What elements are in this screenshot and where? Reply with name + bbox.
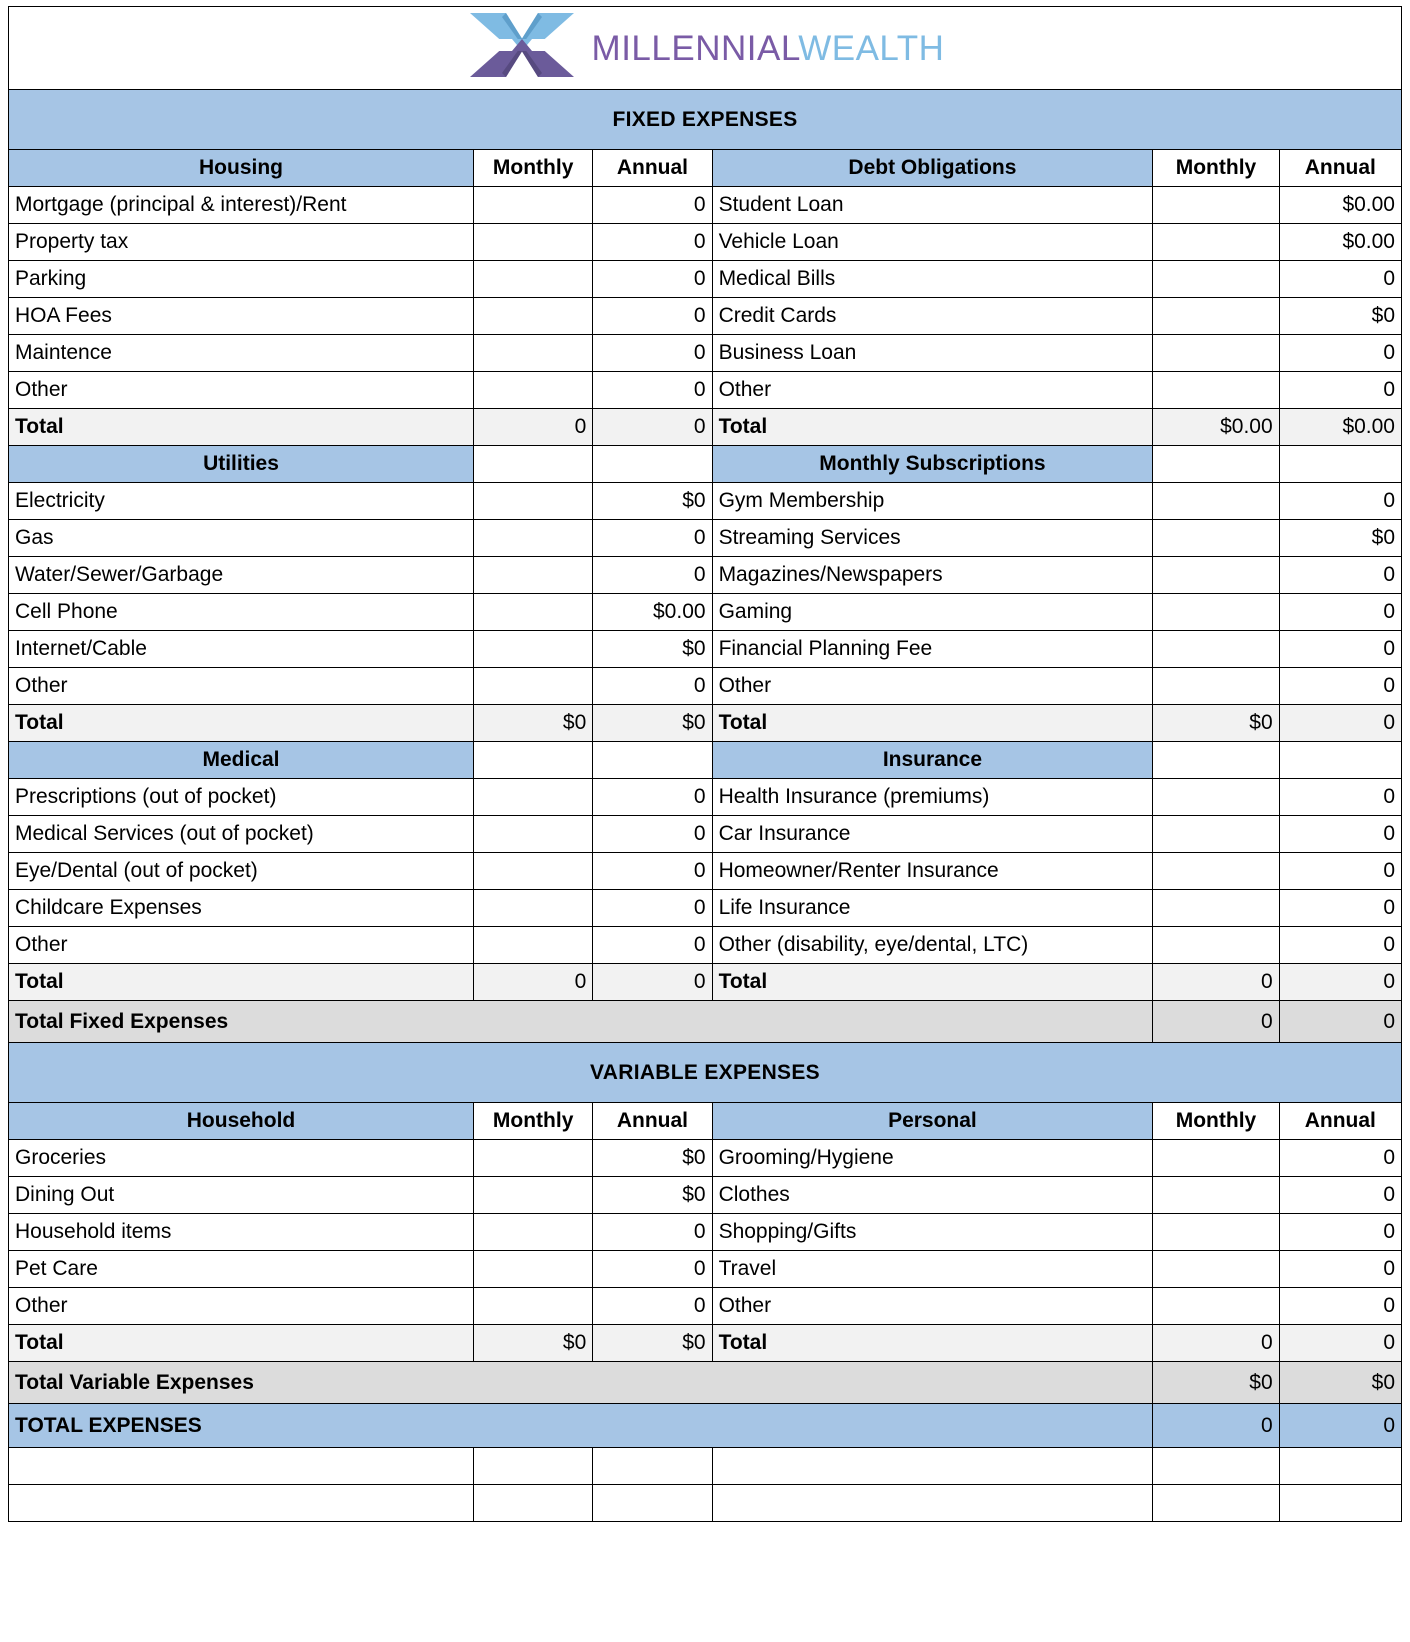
fixed-expenses-banner: FIXED EXPENSES (9, 90, 1402, 150)
row-monthly-value[interactable] (1153, 224, 1279, 261)
total-monthly-value: $0.00 (1153, 409, 1279, 446)
row-monthly-value[interactable] (1153, 668, 1279, 705)
row-annual-value[interactable]: 0 (1279, 483, 1401, 520)
row-annual-value[interactable]: $0 (593, 1177, 712, 1214)
total-variable-expenses-row (9, 1362, 1402, 1404)
table-row (9, 1177, 1402, 1214)
row-monthly-value[interactable] (1153, 298, 1279, 335)
row-label: Electricity (9, 483, 474, 520)
total-fixed-expenses-annual: 0 (1279, 1001, 1401, 1043)
blank-cell[interactable] (1279, 1448, 1401, 1485)
row-monthly-value[interactable] (1153, 372, 1279, 409)
total-row-medical-insurance (9, 964, 1402, 1001)
row-label: Cell Phone (9, 594, 474, 631)
spacer-cell (474, 446, 593, 483)
row-annual-value[interactable]: 0 (593, 668, 712, 705)
section-header-medical: Medical (9, 742, 474, 779)
variable-expenses-banner-row (9, 1043, 1402, 1103)
total-expenses-annual: 0 (1279, 1404, 1401, 1448)
row-label: Gas (9, 520, 474, 557)
row-monthly-value[interactable] (1153, 187, 1279, 224)
table-row (9, 224, 1402, 261)
total-row-housing-debt (9, 409, 1402, 446)
row-annual-value[interactable]: 0 (1279, 890, 1401, 927)
row-label: Gym Membership (712, 483, 1153, 520)
row-annual-value[interactable]: $0 (593, 631, 712, 668)
row-monthly-value[interactable] (1153, 1140, 1279, 1177)
row-monthly-value[interactable] (1153, 927, 1279, 964)
row-annual-value[interactable]: 0 (1279, 816, 1401, 853)
total-annual-value: 0 (593, 964, 712, 1001)
total-label: Total (712, 705, 1153, 742)
row-annual-value[interactable]: 0 (1279, 779, 1401, 816)
row-annual-value[interactable]: 0 (1279, 668, 1401, 705)
row-annual-value[interactable]: 0 (1279, 335, 1401, 372)
section-header-personal: Personal (712, 1103, 1153, 1140)
table-row (9, 594, 1402, 631)
row-label: Credit Cards (712, 298, 1153, 335)
section-header-debt: Debt Obligations (712, 150, 1153, 187)
total-variable-expenses-label: Total Variable Expenses (9, 1362, 1153, 1404)
row-label: Eye/Dental (out of pocket) (9, 853, 474, 890)
total-label: Total (712, 1325, 1153, 1362)
section-header-insurance: Insurance (712, 742, 1153, 779)
total-annual-value: 0 (1279, 705, 1401, 742)
row-label: Student Loan (712, 187, 1153, 224)
blank-row (9, 1485, 1402, 1522)
row-annual-value[interactable]: 0 (593, 261, 712, 298)
blank-cell[interactable] (712, 1448, 1153, 1485)
column-header-annual-left: Annual (593, 1103, 712, 1140)
blank-cell[interactable] (474, 1448, 593, 1485)
row-monthly-value[interactable] (1153, 816, 1279, 853)
spacer-cell (474, 742, 593, 779)
row-label: Magazines/Newspapers (712, 557, 1153, 594)
row-label: Streaming Services (712, 520, 1153, 557)
row-label: Other (disability, eye/dental, LTC) (712, 927, 1153, 964)
table-row (9, 483, 1402, 520)
row-monthly-value[interactable] (1153, 631, 1279, 668)
total-annual-value: $0 (593, 705, 712, 742)
brand-logo (9, 7, 1402, 90)
row-label: Travel (712, 1251, 1153, 1288)
row-annual-value[interactable]: 0 (1279, 1177, 1401, 1214)
row-annual-value[interactable]: 0 (1279, 261, 1401, 298)
row-monthly-value[interactable] (474, 853, 593, 890)
table-row (9, 890, 1402, 927)
row-label: Medical Services (out of pocket) (9, 816, 474, 853)
row-annual-value[interactable]: 0 (593, 520, 712, 557)
table-row (9, 187, 1402, 224)
row-annual-value[interactable]: 0 (593, 187, 712, 224)
fixed-expenses-banner-row (9, 90, 1402, 150)
row-monthly-value[interactable] (474, 187, 593, 224)
row-monthly-value[interactable] (474, 298, 593, 335)
table-row (9, 335, 1402, 372)
row-monthly-value[interactable] (474, 927, 593, 964)
row-monthly-value[interactable] (474, 631, 593, 668)
section-header-household: Household (9, 1103, 474, 1140)
section-header-utilities: Utilities (9, 446, 474, 483)
row-label: Grooming/Hygiene (712, 1140, 1153, 1177)
total-variable-expenses-monthly: $0 (1153, 1362, 1279, 1404)
section-header-housing: Housing (9, 150, 474, 187)
total-label: Total (712, 964, 1153, 1001)
row-annual-value[interactable]: 0 (593, 779, 712, 816)
row-annual-value[interactable]: 0 (593, 1214, 712, 1251)
row-label: Clothes (712, 1177, 1153, 1214)
variable-expenses-banner: VARIABLE EXPENSES (9, 1043, 1402, 1103)
column-header-monthly-right: Monthly (1153, 1103, 1279, 1140)
row-label: Gaming (712, 594, 1153, 631)
column-header-monthly-left: Monthly (474, 1103, 593, 1140)
row-monthly-value[interactable] (474, 1140, 593, 1177)
row-label: Homeowner/Renter Insurance (712, 853, 1153, 890)
total-label: Total (9, 1325, 474, 1362)
row-label: Maintence (9, 335, 474, 372)
table-row (9, 1214, 1402, 1251)
row-monthly-value[interactable] (474, 224, 593, 261)
total-expenses-row (9, 1404, 1402, 1448)
total-expenses-label: TOTAL EXPENSES (9, 1404, 1153, 1448)
total-label: Total (9, 409, 474, 446)
table-row (9, 779, 1402, 816)
row-label: Property tax (9, 224, 474, 261)
row-label: Dining Out (9, 1177, 474, 1214)
row-label: Water/Sewer/Garbage (9, 557, 474, 594)
column-header-annual-left: Annual (593, 150, 712, 187)
row-annual-value[interactable]: $0 (1279, 520, 1401, 557)
row-label: Pet Care (9, 1251, 474, 1288)
row-annual-value[interactable]: 0 (593, 1251, 712, 1288)
total-label: Total (9, 964, 474, 1001)
table-row (9, 1288, 1402, 1325)
row-label: Other (712, 668, 1153, 705)
row-annual-value[interactable]: $0.00 (593, 594, 712, 631)
total-row-utilities-subscriptions (9, 705, 1402, 742)
blank-row (9, 1448, 1402, 1485)
row-annual-value[interactable]: 0 (593, 1288, 712, 1325)
row-monthly-value[interactable] (474, 483, 593, 520)
row-label: Parking (9, 261, 474, 298)
row-label: Other (9, 1288, 474, 1325)
row-annual-value[interactable]: 0 (593, 224, 712, 261)
table-row (9, 557, 1402, 594)
row-monthly-value[interactable] (1153, 335, 1279, 372)
total-label: Total (712, 409, 1153, 446)
row-monthly-value[interactable] (1153, 890, 1279, 927)
spacer-cell (1279, 446, 1401, 483)
row-label: Financial Planning Fee (712, 631, 1153, 668)
row-annual-value[interactable]: 0 (1279, 927, 1401, 964)
utilities-subscriptions-header-row (9, 446, 1402, 483)
blank-cell[interactable] (1279, 1485, 1401, 1522)
total-monthly-value: 0 (474, 409, 593, 446)
row-label: Other (712, 1288, 1153, 1325)
blank-cell[interactable] (474, 1485, 593, 1522)
row-monthly-value[interactable] (1153, 1251, 1279, 1288)
logo-header-row (9, 7, 1402, 90)
section-header-subscriptions: Monthly Subscriptions (712, 446, 1153, 483)
table-row (9, 816, 1402, 853)
column-header-monthly-right: Monthly (1153, 150, 1279, 187)
row-monthly-value[interactable] (1153, 1177, 1279, 1214)
row-monthly-value[interactable] (1153, 1214, 1279, 1251)
column-header-monthly-left: Monthly (474, 150, 593, 187)
row-label: Other (9, 372, 474, 409)
total-annual-value: 0 (593, 409, 712, 446)
blank-cell[interactable] (1153, 1485, 1279, 1522)
table-row (9, 261, 1402, 298)
row-monthly-value[interactable] (474, 890, 593, 927)
row-label: Internet/Cable (9, 631, 474, 668)
millennial-wealth-mark-icon (466, 9, 578, 87)
column-header-annual-right: Annual (1279, 150, 1401, 187)
row-monthly-value[interactable] (474, 1251, 593, 1288)
row-label: Health Insurance (premiums) (712, 779, 1153, 816)
row-annual-value[interactable]: 0 (593, 816, 712, 853)
row-annual-value[interactable]: 0 (1279, 1140, 1401, 1177)
brand-name-primary: MILLENNIAL (591, 28, 799, 68)
table-row (9, 1251, 1402, 1288)
total-annual-value: 0 (1279, 1325, 1401, 1362)
total-variable-expenses-annual: $0 (1279, 1362, 1401, 1404)
row-monthly-value[interactable] (474, 1177, 593, 1214)
row-label: Car Insurance (712, 816, 1153, 853)
row-annual-value[interactable]: 0 (593, 298, 712, 335)
row-monthly-value[interactable] (474, 261, 593, 298)
row-annual-value[interactable]: 0 (1279, 557, 1401, 594)
row-label: Life Insurance (712, 890, 1153, 927)
spacer-cell (1279, 742, 1401, 779)
row-monthly-value[interactable] (474, 1288, 593, 1325)
row-annual-value[interactable]: 0 (593, 853, 712, 890)
row-annual-value[interactable]: 0 (1279, 1288, 1401, 1325)
expenses-table (8, 6, 1402, 1522)
table-row (9, 1140, 1402, 1177)
blank-cell[interactable] (9, 1448, 474, 1485)
row-annual-value[interactable]: $0.00 (1279, 187, 1401, 224)
row-label: Other (712, 372, 1153, 409)
row-monthly-value[interactable] (474, 520, 593, 557)
row-label: Other (9, 668, 474, 705)
brand-wordmark (591, 28, 945, 68)
total-fixed-expenses-monthly: 0 (1153, 1001, 1279, 1043)
row-annual-value[interactable]: 0 (1279, 631, 1401, 668)
row-annual-value[interactable]: 0 (593, 335, 712, 372)
total-monthly-value: $0 (474, 705, 593, 742)
row-annual-value[interactable]: 0 (1279, 853, 1401, 890)
row-label: Medical Bills (712, 261, 1153, 298)
total-annual-value: $0.00 (1279, 409, 1401, 446)
table-row (9, 372, 1402, 409)
medical-insurance-header-row (9, 742, 1402, 779)
row-monthly-value[interactable] (474, 816, 593, 853)
row-monthly-value[interactable] (1153, 520, 1279, 557)
table-row (9, 631, 1402, 668)
table-row (9, 853, 1402, 890)
blank-cell[interactable] (593, 1485, 712, 1522)
row-annual-value[interactable]: 0 (593, 372, 712, 409)
row-label: Shopping/Gifts (712, 1214, 1153, 1251)
spacer-cell (593, 742, 712, 779)
row-monthly-value[interactable] (1153, 779, 1279, 816)
blank-cell[interactable] (593, 1448, 712, 1485)
total-row-household-personal (9, 1325, 1402, 1362)
row-monthly-value[interactable] (474, 594, 593, 631)
row-monthly-value[interactable] (1153, 1288, 1279, 1325)
row-annual-value[interactable]: 0 (1279, 594, 1401, 631)
spacer-cell (1153, 446, 1279, 483)
total-annual-value: 0 (1279, 964, 1401, 1001)
table-row (9, 668, 1402, 705)
row-monthly-value[interactable] (474, 372, 593, 409)
row-monthly-value[interactable] (1153, 261, 1279, 298)
row-annual-value[interactable]: 0 (593, 557, 712, 594)
table-row (9, 520, 1402, 557)
row-label: Business Loan (712, 335, 1153, 372)
row-label: Vehicle Loan (712, 224, 1153, 261)
row-annual-value[interactable]: $0 (593, 1140, 712, 1177)
row-annual-value[interactable]: 0 (593, 927, 712, 964)
row-monthly-value[interactable] (474, 557, 593, 594)
total-label: Total (9, 705, 474, 742)
row-monthly-value[interactable] (474, 668, 593, 705)
total-monthly-value: 0 (474, 964, 593, 1001)
row-annual-value[interactable]: 0 (1279, 1214, 1401, 1251)
blank-cell[interactable] (1153, 1448, 1279, 1485)
row-annual-value[interactable]: 0 (593, 890, 712, 927)
table-row (9, 298, 1402, 335)
row-annual-value[interactable]: 0 (1279, 1251, 1401, 1288)
row-label: Groceries (9, 1140, 474, 1177)
row-label: Childcare Expenses (9, 890, 474, 927)
blank-cell[interactable] (9, 1485, 474, 1522)
row-monthly-value[interactable] (1153, 594, 1279, 631)
row-monthly-value[interactable] (474, 1214, 593, 1251)
total-monthly-value: 0 (1153, 964, 1279, 1001)
row-annual-value[interactable]: $0 (593, 483, 712, 520)
total-monthly-value: $0 (1153, 705, 1279, 742)
row-label: Mortgage (principal & interest)/Rent (9, 187, 474, 224)
total-expenses-monthly: 0 (1153, 1404, 1279, 1448)
row-label: HOA Fees (9, 298, 474, 335)
household-personal-header-row (9, 1103, 1402, 1140)
blank-cell[interactable] (712, 1485, 1153, 1522)
total-annual-value: $0 (593, 1325, 712, 1362)
column-header-annual-right: Annual (1279, 1103, 1401, 1140)
housing-debt-header-row (9, 150, 1402, 187)
spacer-cell (593, 446, 712, 483)
total-fixed-expenses-row (9, 1001, 1402, 1043)
row-label: Household items (9, 1214, 474, 1251)
row-monthly-value[interactable] (1153, 483, 1279, 520)
brand-name-secondary: WEALTH (798, 28, 945, 68)
row-label: Other (9, 927, 474, 964)
row-monthly-value[interactable] (1153, 557, 1279, 594)
table-row (9, 927, 1402, 964)
row-annual-value[interactable]: $0 (1279, 298, 1401, 335)
row-annual-value[interactable]: $0.00 (1279, 224, 1401, 261)
row-monthly-value[interactable] (1153, 853, 1279, 890)
row-annual-value[interactable]: 0 (1279, 372, 1401, 409)
row-monthly-value[interactable] (474, 779, 593, 816)
spacer-cell (1153, 742, 1279, 779)
total-monthly-value: $0 (474, 1325, 593, 1362)
total-fixed-expenses-label: Total Fixed Expenses (9, 1001, 1153, 1043)
total-monthly-value: 0 (1153, 1325, 1279, 1362)
row-label: Prescriptions (out of pocket) (9, 779, 474, 816)
row-monthly-value[interactable] (474, 335, 593, 372)
